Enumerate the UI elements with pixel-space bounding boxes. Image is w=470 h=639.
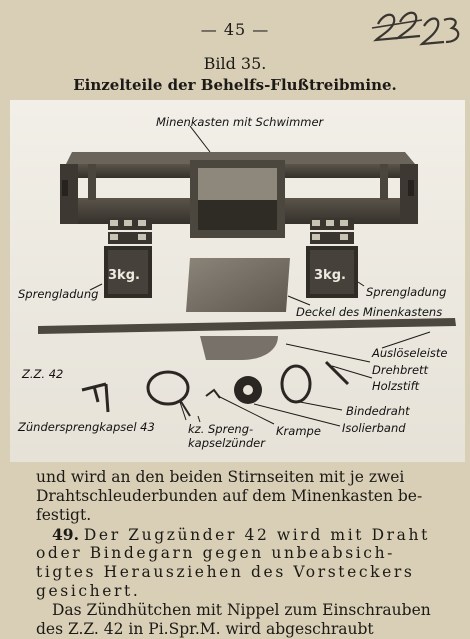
paragraph-49-text-1: Der Zugzünder 42 wird mit Draht	[83, 526, 430, 544]
label-lid: Deckel des Minenkastens	[296, 305, 443, 319]
paragraph-49-line-3: tigtes Herausziehen des Vorsteckers	[36, 563, 415, 581]
paragraph-49-line-2: oder Bindegarn gegen unbeabsich-	[36, 544, 396, 562]
weight-marking-left: 3kg.	[108, 268, 140, 283]
weight-marking-right: 3kg.	[314, 268, 346, 283]
label-wood-pin: Holzstift	[372, 379, 420, 393]
label-mine-box: Minenkasten mit Schwimmer	[156, 115, 324, 129]
label-insulating-tape: Isolierband	[342, 421, 406, 435]
label-short-fuze-line1: kz. Spreng-	[188, 422, 254, 436]
label-rotary-board: Drehbrett	[372, 363, 429, 377]
paragraph-49-line-4: gesichert.	[36, 582, 141, 600]
label-short-fuze-line2: kapselzünder	[188, 436, 265, 450]
paragraph-1-line-1: und wird an den beiden Stirnseiten mit je zwei	[36, 468, 405, 486]
mine-box-lid	[186, 258, 290, 312]
explosive-charge-right	[306, 218, 358, 298]
figure-subtitle: Einzelteile der Behelfs-Flußtreibmine.	[73, 76, 397, 94]
label-detonator: Zündersprengkapsel 43	[18, 420, 155, 434]
paragraph-1-line-2: Drahtschleuderbunden auf dem Minenkasten be-	[36, 487, 423, 505]
paragraph-1-line-3: festigt.	[36, 506, 92, 524]
label-release-bar: Auslöseleiste	[372, 346, 448, 360]
label-charge-right: Sprengladung	[366, 285, 447, 299]
paragraph-3-line-2: des Z.Z. 42 in Pi.Spr.M. wird abgeschraubt	[36, 620, 374, 638]
handwritten-page-mark	[370, 2, 465, 52]
paragraph-49-line-1	[52, 525, 436, 545]
page-number: — 45 —	[200, 20, 270, 39]
label-charge-left: Sprengladung	[18, 287, 99, 301]
paragraph-3-line-1: Das Zündhütchen mit Nippel zum Einschrauben	[52, 601, 431, 619]
paragraph-49-number: 49.	[52, 525, 79, 544]
figure-title: Bild 35.	[203, 54, 267, 73]
label-zz42: Z.Z. 42	[22, 367, 64, 381]
explosive-charge-left	[104, 218, 152, 298]
label-binding-wire: Bindedraht	[346, 404, 410, 418]
label-clamp: Krampe	[276, 424, 321, 438]
